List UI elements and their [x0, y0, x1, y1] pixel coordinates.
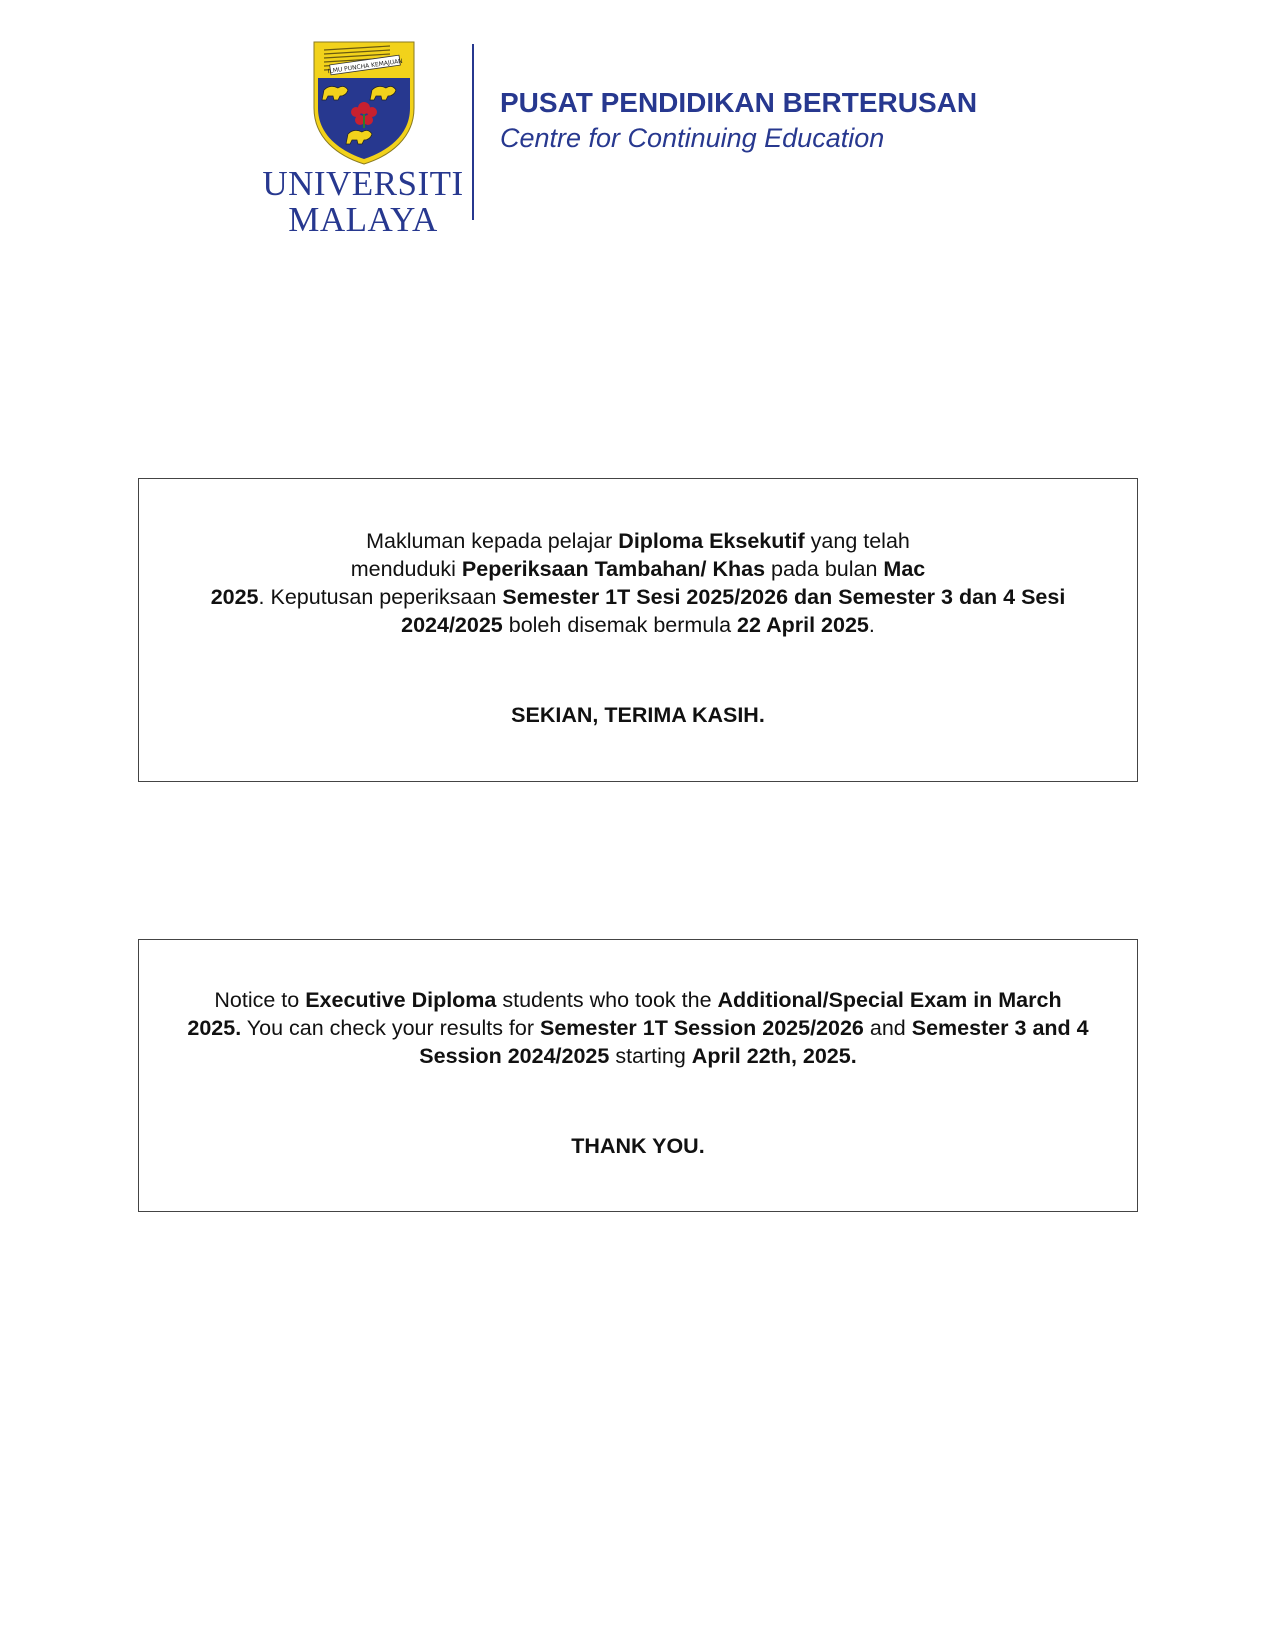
centre-name-english: Centre for Continuing Education — [500, 123, 885, 153]
notice-text: You can check your results for — [241, 1016, 540, 1040]
notice-emphasis-text: Diploma Eksekutif — [618, 529, 805, 553]
notice-emphasis-text: Semester 3 and 4 — [911, 1016, 1089, 1040]
notice-body-malay — [139, 527, 1137, 639]
notice-text: starting — [609, 1044, 692, 1068]
notice-text: Notice to — [214, 988, 306, 1012]
notice-text: menduduki — [350, 557, 462, 581]
notice-line — [139, 583, 1137, 611]
notice-text: boleh disemak bermula — [502, 613, 737, 637]
notice-text: . — [868, 613, 875, 637]
notice-text: pada bulan — [765, 557, 884, 581]
centre-name-malay: PUSAT PENDIDIKAN BERTERUSAN — [500, 87, 978, 118]
notice-text: and — [863, 1016, 912, 1040]
notice-line — [139, 1042, 1137, 1070]
notice-text: . Keputusan peperiksaan — [258, 585, 503, 609]
notice-text: Makluman kepada pelajar — [366, 529, 619, 553]
notice-emphasis-text: Executive Diploma — [305, 988, 497, 1012]
closing-english: THANK YOU. — [571, 1134, 705, 1158]
notice-emphasis-text: Session 2024/2025 — [419, 1044, 610, 1068]
notice-emphasis-text: Semester 1T Sesi 2025/2026 dan Semester 3 dan 4 Sesi — [502, 585, 1066, 609]
university-name — [260, 166, 466, 238]
notice-text: students who took the — [496, 988, 718, 1012]
letterhead — [260, 38, 1020, 238]
notice-line — [139, 1014, 1137, 1042]
notice-body-english — [139, 986, 1137, 1070]
closing-malay: SEKIAN, TERIMA KASIH. — [511, 703, 765, 727]
notice-emphasis-text: 2025. — [187, 1016, 242, 1040]
notice-emphasis-text: April 22th, 2025. — [691, 1044, 857, 1068]
notice-line — [139, 555, 1137, 583]
notice-emphasis-text: Semester 1T Session 2025/2026 — [539, 1016, 864, 1040]
notice-emphasis-text: Peperiksaan Tambahan/ Khas — [461, 557, 766, 581]
notice-text: yang telah — [804, 529, 910, 553]
university-crest-logo — [310, 38, 418, 166]
notice-box-english — [138, 939, 1138, 1212]
notice-emphasis-text: 2024/2025 — [401, 613, 503, 637]
notice-box-malay — [138, 478, 1138, 782]
university-name-line2: MALAYA — [288, 200, 438, 239]
notice-emphasis-text: 2025 — [210, 585, 259, 609]
header-divider — [472, 44, 474, 220]
notice-emphasis-text: Additional/Special Exam in March — [717, 988, 1062, 1012]
notice-line — [139, 611, 1137, 639]
crest-motto: ILMU PUNCHA KEMAJUAN — [327, 57, 404, 76]
notice-line — [139, 527, 1137, 555]
notice-emphasis-text: Mac — [883, 557, 926, 581]
university-name-line1: UNIVERSITI — [262, 164, 464, 203]
notice-emphasis-text: 22 April 2025 — [737, 613, 869, 637]
notice-line — [139, 986, 1137, 1014]
